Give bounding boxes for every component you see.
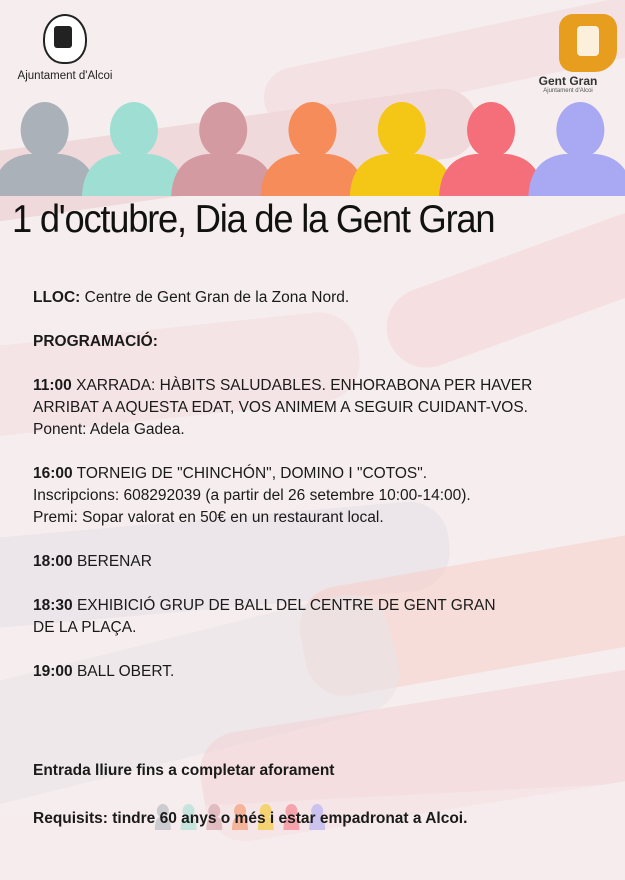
header: [0, 0, 625, 110]
event-line: ARRIBAT A AQUESTA EDAT, VOS ANIMEM A SEGUIR CUIDANT-VOS.: [33, 399, 528, 416]
programacio-label: PROGRAMACIÓ:: [33, 333, 158, 350]
event-1830: [33, 595, 593, 639]
program-content: [33, 287, 593, 683]
people-silhouettes: [0, 96, 625, 196]
person-silhouette: [82, 102, 186, 196]
coat-of-arms-icon: [43, 14, 87, 64]
event-time: 16:00: [33, 465, 73, 482]
ajuntament-logo: [10, 14, 120, 82]
event-line: TORNEIG DE "CHINCHÓN", DOMINO I "COTOS".: [72, 465, 428, 482]
event-line: BERENAR: [72, 553, 152, 570]
event-1600: [33, 463, 593, 529]
lloc-line: [33, 287, 593, 309]
person-silhouette: [350, 102, 454, 196]
gent-gran-logo-name: Gent Gran: [538, 74, 598, 88]
lloc-label: LLOC:: [33, 289, 81, 306]
page-title: 1 d'octubre, Dia de la Gent Gran: [12, 198, 495, 241]
event-time: 19:00: [33, 663, 73, 680]
event-line: Ponent: Adela Gadea.: [33, 421, 185, 438]
lloc-text: Centre de Gent Gran de la Zona Nord.: [80, 289, 350, 306]
event-1800: [33, 551, 593, 573]
programacio-heading: [33, 331, 593, 353]
person-silhouette: [171, 102, 275, 196]
event-line: EXHIBICIÓ GRUP DE BALL DEL CENTRE DE GENT GRAN: [72, 597, 496, 614]
person-silhouette: [261, 102, 365, 196]
gent-gran-logo: [523, 14, 613, 94]
event-1900: [33, 661, 593, 683]
ajuntament-logo-name: Ajuntament d'Alcoi: [17, 70, 113, 82]
event-time: 11:00: [33, 377, 72, 394]
event-1100: [33, 375, 593, 441]
event-time: 18:30: [33, 597, 73, 614]
gent-gran-badge-icon: [559, 14, 617, 72]
person-silhouette: [0, 102, 97, 196]
event-time: 18:00: [33, 553, 73, 570]
requisits-note: Requisits: tindre 60 anys o més i estar empadronat a Alcoi.: [33, 810, 468, 827]
person-silhouette: [528, 102, 625, 196]
event-line: Premi: Sopar valorat en 50€ en un restaurant local.: [33, 509, 384, 526]
gent-gran-logo-sub: Ajuntament d'Alcoi: [543, 88, 593, 94]
event-line: BALL OBERT.: [72, 663, 175, 680]
person-silhouette: [439, 102, 543, 196]
entrada-note: Entrada lliure fins a completar aforament: [33, 762, 335, 779]
event-line: DE LA PLAÇA.: [33, 619, 137, 636]
event-line: XARRADA: HÀBITS SALUDABLES. ENHORABONA PER HAVER: [71, 377, 533, 394]
event-line: Inscripcions: 608292039 (a partir del 26 setembre 10:00-14:00).: [33, 487, 471, 504]
